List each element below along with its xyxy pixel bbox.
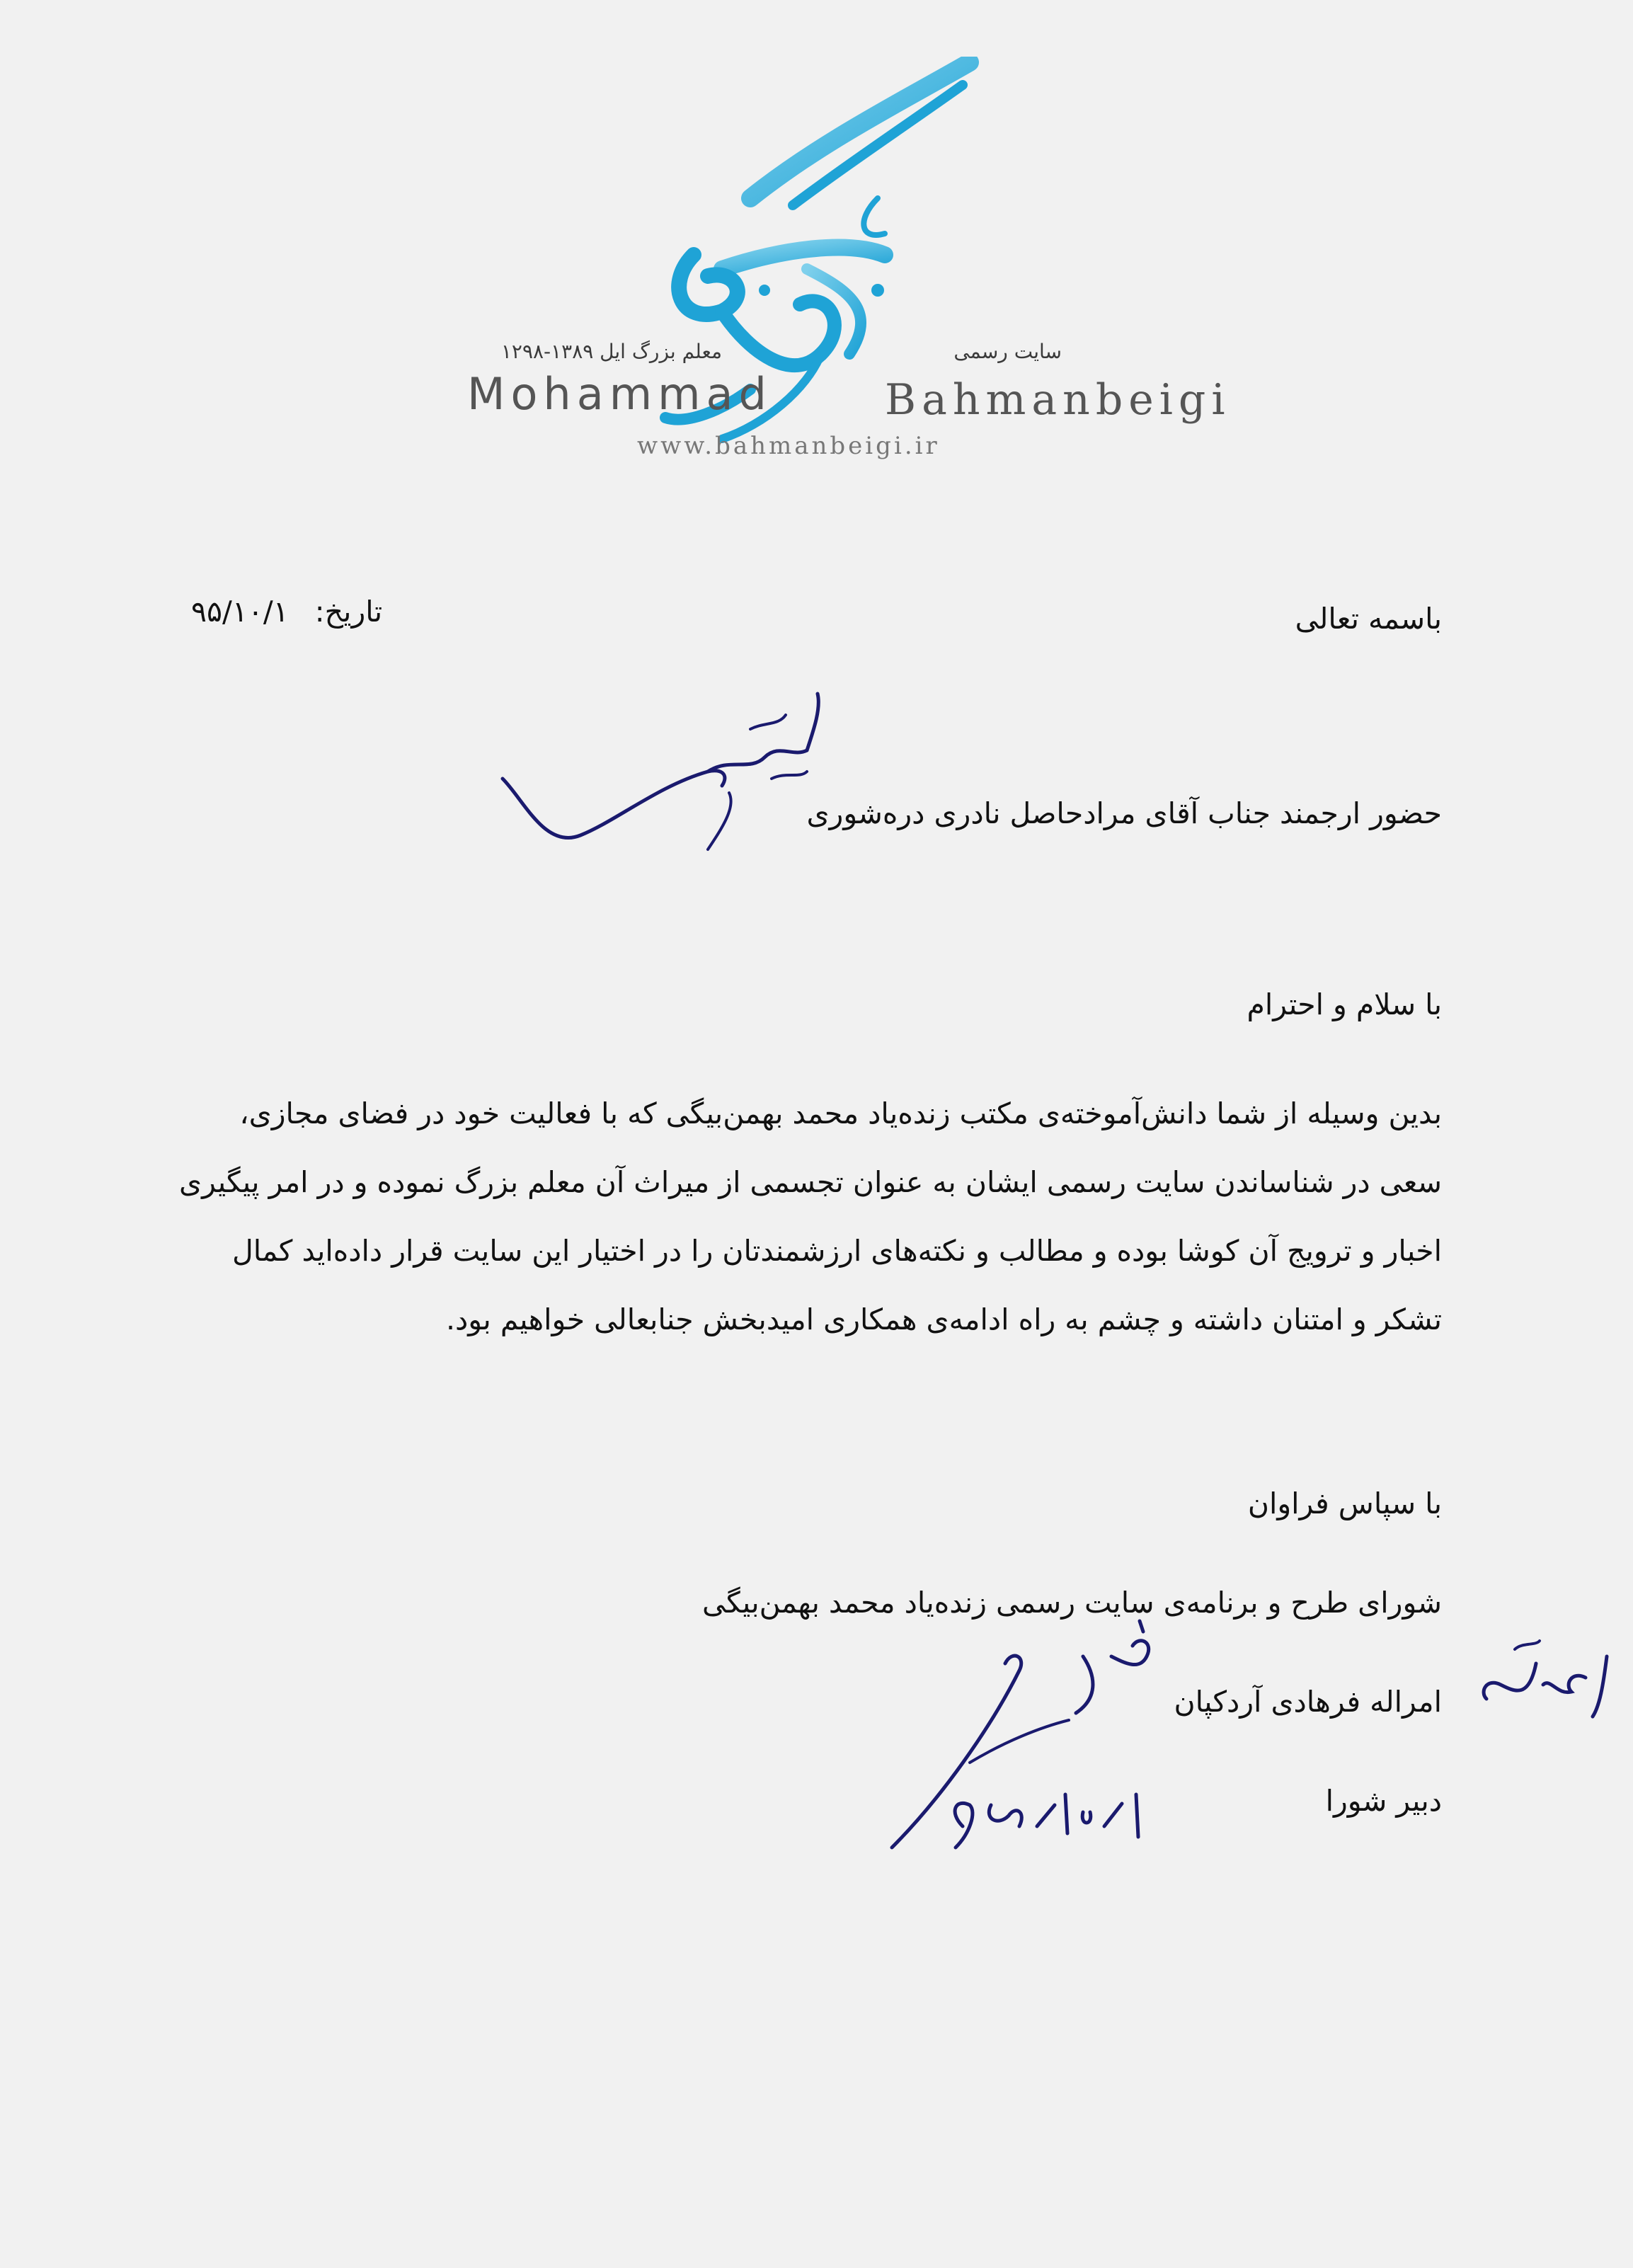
handwritten-note-icon xyxy=(495,687,835,871)
closing: با سپاس فراوان xyxy=(1247,1487,1442,1520)
date-label: تاریخ: xyxy=(314,595,383,629)
logo-url: www.bahmanbeigi.ir xyxy=(637,432,940,460)
signer-title: دبیر شورا xyxy=(1325,1784,1442,1818)
addressee: حضور ارجمند جناب آقای مرادحاصل نادری دره‌شوری xyxy=(806,796,1442,830)
greeting: با سلام و احترام xyxy=(1247,987,1442,1021)
teacher-tag: معلم بزرگ ایل ۱۳۸۹-۱۲۹۸ xyxy=(500,340,722,363)
logo-name-right: Bahmanbeigi xyxy=(885,375,1231,425)
body-line: بدین وسیله از شما دانش‌آموخته‌ی مکتب زنده‌یاد محمد بهمن‌بیگی که با فعالیت خود در فضای مجازی، xyxy=(239,1096,1442,1130)
site-tag: سایت رسمی xyxy=(953,340,1062,363)
council-name: شورای طرح و برنامه‌ی سایت رسمی زنده‌یاد محمد بهمن‌بیگی xyxy=(702,1586,1442,1620)
logo-name-left: Mohammad xyxy=(467,368,772,420)
letter-body xyxy=(147,1079,1442,1354)
letterhead-logo xyxy=(453,57,1231,481)
body-line: سعی در شناساندن سایت رسمی ایشان به عنوان تجسمی از میراث آن معلم بزرگ نموده و در امر پیگیری xyxy=(179,1165,1442,1199)
signature-icon xyxy=(885,1614,1182,1862)
date-line xyxy=(191,595,382,629)
salutation: باسمه تعالی xyxy=(1295,602,1442,636)
body-line: اخبار و ترویج آن کوشا بوده و مطالب و نکته‌های ارزشمندتان را در اختیار این سایت قرار داده‌اید کمال xyxy=(231,1234,1442,1268)
signer-name: امراله فرهادی آردکپان xyxy=(1174,1685,1442,1719)
date-value: ۹۵/۱۰/۱ xyxy=(191,595,289,629)
body-line: تشکر و امتنان داشته و چشم به راه ادامه‌ی همکاری امیدبخش جنابعالی خواهیم بود. xyxy=(445,1302,1442,1336)
handwritten-initials-icon xyxy=(1472,1635,1614,1727)
